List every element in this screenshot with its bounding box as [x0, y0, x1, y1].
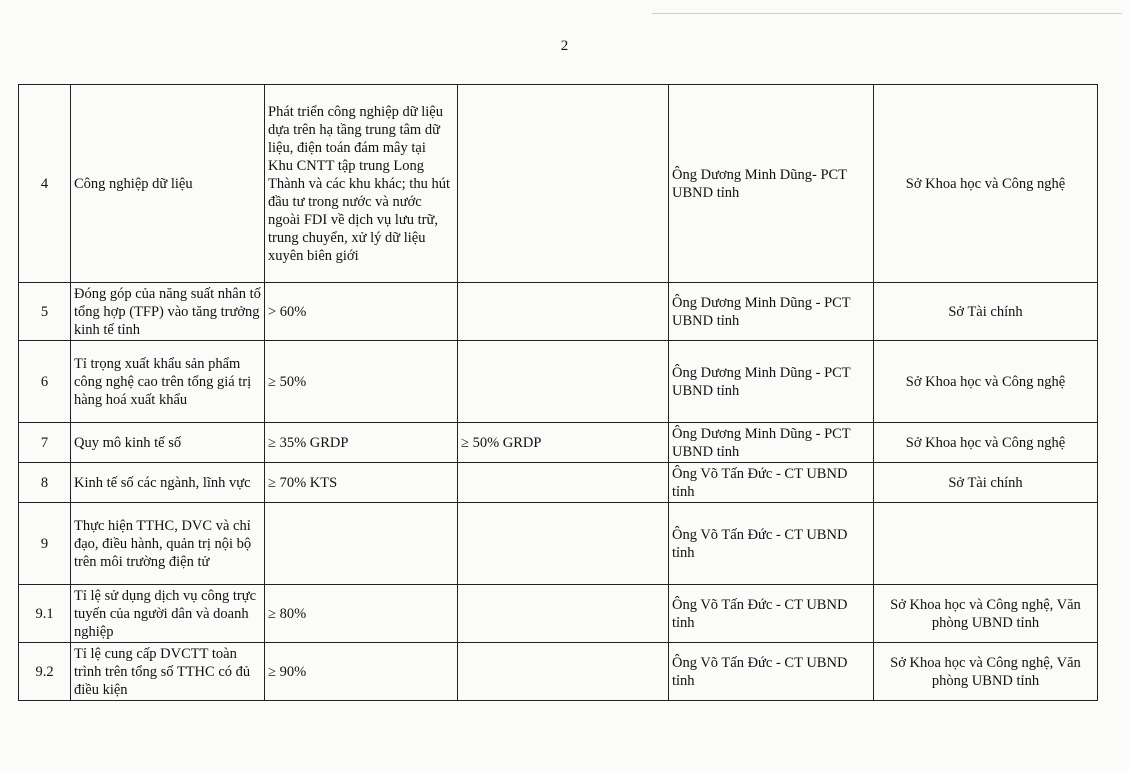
- indicator-name: Tỉ lệ sử dụng dịch vụ công trực tuyến của người dân và doanh nghiệp: [71, 585, 265, 643]
- table-row: [19, 341, 1098, 423]
- indicator-table: [18, 84, 1098, 701]
- lead-official: Ông Võ Tấn Đức - CT UBND tỉnh: [669, 463, 874, 503]
- target-value: ≥ 70% KTS: [265, 463, 458, 503]
- responsible-agency: Sở Khoa học và Công nghệ, Văn phòng UBND tỉnh: [874, 585, 1098, 643]
- table-row: [19, 503, 1098, 585]
- row-number: 5: [19, 283, 71, 341]
- scan-artifact-line: [652, 13, 1122, 14]
- target-value: ≥ 35% GRDP: [265, 423, 458, 463]
- lead-official: Ông Võ Tấn Đức - CT UBND tỉnh: [669, 643, 874, 701]
- indicator-name: Công nghiệp dữ liệu: [71, 85, 265, 283]
- lead-official: Ông Dương Minh Dũng - PCT UBND tỉnh: [669, 341, 874, 423]
- row-number: 9: [19, 503, 71, 585]
- target-value: > 60%: [265, 283, 458, 341]
- indicator-name: Tỉ lệ cung cấp DVCTT toàn trình trên tổng số TTHC có đủ điều kiện: [71, 643, 265, 701]
- page-number: 2: [560, 38, 569, 54]
- row-number: 8: [19, 463, 71, 503]
- target-value-2: [458, 643, 669, 701]
- table-row: [19, 643, 1098, 701]
- responsible-agency: Sở Khoa học và Công nghệ, Văn phòng UBND tỉnh: [874, 643, 1098, 701]
- responsible-agency: Sở Khoa học và Công nghệ: [874, 341, 1098, 423]
- row-number: 9.2: [19, 643, 71, 701]
- target-value: Phát triển công nghiệp dữ liệu dựa trên hạ tầng trung tâm dữ liệu, điện toán đám mây tại Khu CNTT tập trung Long Thành và các khu khác; thu hút đầu tư trong nước và nước ngoài FDI về dịch vụ lưu trữ, trung chuyển, xử lý dữ liệu xuyên biên giới: [265, 85, 458, 283]
- target-value-2: [458, 341, 669, 423]
- lead-official: Ông Võ Tấn Đức - CT UBND tỉnh: [669, 585, 874, 643]
- responsible-agency: Sở Tài chính: [874, 463, 1098, 503]
- table-row: [19, 85, 1098, 283]
- responsible-agency: Sở Khoa học và Công nghệ: [874, 85, 1098, 283]
- responsible-agency: [874, 503, 1098, 585]
- row-number: 7: [19, 423, 71, 463]
- indicator-name: Kinh tế số các ngành, lĩnh vực: [71, 463, 265, 503]
- indicator-name: Thực hiện TTHC, DVC và chỉ đạo, điều hành, quản trị nội bộ trên môi trường điện tử: [71, 503, 265, 585]
- target-value-2: [458, 585, 669, 643]
- row-number: 6: [19, 341, 71, 423]
- target-value-2: ≥ 50% GRDP: [458, 423, 669, 463]
- target-value-2: [458, 85, 669, 283]
- target-value: ≥ 90%: [265, 643, 458, 701]
- row-number: 9.1: [19, 585, 71, 643]
- target-value: ≥ 80%: [265, 585, 458, 643]
- table-row: [19, 423, 1098, 463]
- target-value-2: [458, 283, 669, 341]
- row-number: 4: [19, 85, 71, 283]
- responsible-agency: Sở Khoa học và Công nghệ: [874, 423, 1098, 463]
- indicator-name: Quy mô kinh tế số: [71, 423, 265, 463]
- target-value-2: [458, 463, 669, 503]
- target-value-2: [458, 503, 669, 585]
- lead-official: Ông Võ Tấn Đức - CT UBND tỉnh: [669, 503, 874, 585]
- lead-official: Ông Dương Minh Dũng - PCT UBND tỉnh: [669, 423, 874, 463]
- table-row: [19, 463, 1098, 503]
- table-row: [19, 283, 1098, 341]
- responsible-agency: Sở Tài chính: [874, 283, 1098, 341]
- lead-official: Ông Dương Minh Dũng - PCT UBND tỉnh: [669, 283, 874, 341]
- indicator-name: Đóng góp của năng suất nhân tố tổng hợp (TFP) vào tăng trưởng kinh tế tỉnh: [71, 283, 265, 341]
- target-value: ≥ 50%: [265, 341, 458, 423]
- target-value: [265, 503, 458, 585]
- indicator-name: Tỉ trọng xuất khẩu sản phẩm công nghệ cao trên tổng giá trị hàng hoá xuất khẩu: [71, 341, 265, 423]
- lead-official: Ông Dương Minh Dũng- PCT UBND tỉnh: [669, 85, 874, 283]
- table-row: [19, 585, 1098, 643]
